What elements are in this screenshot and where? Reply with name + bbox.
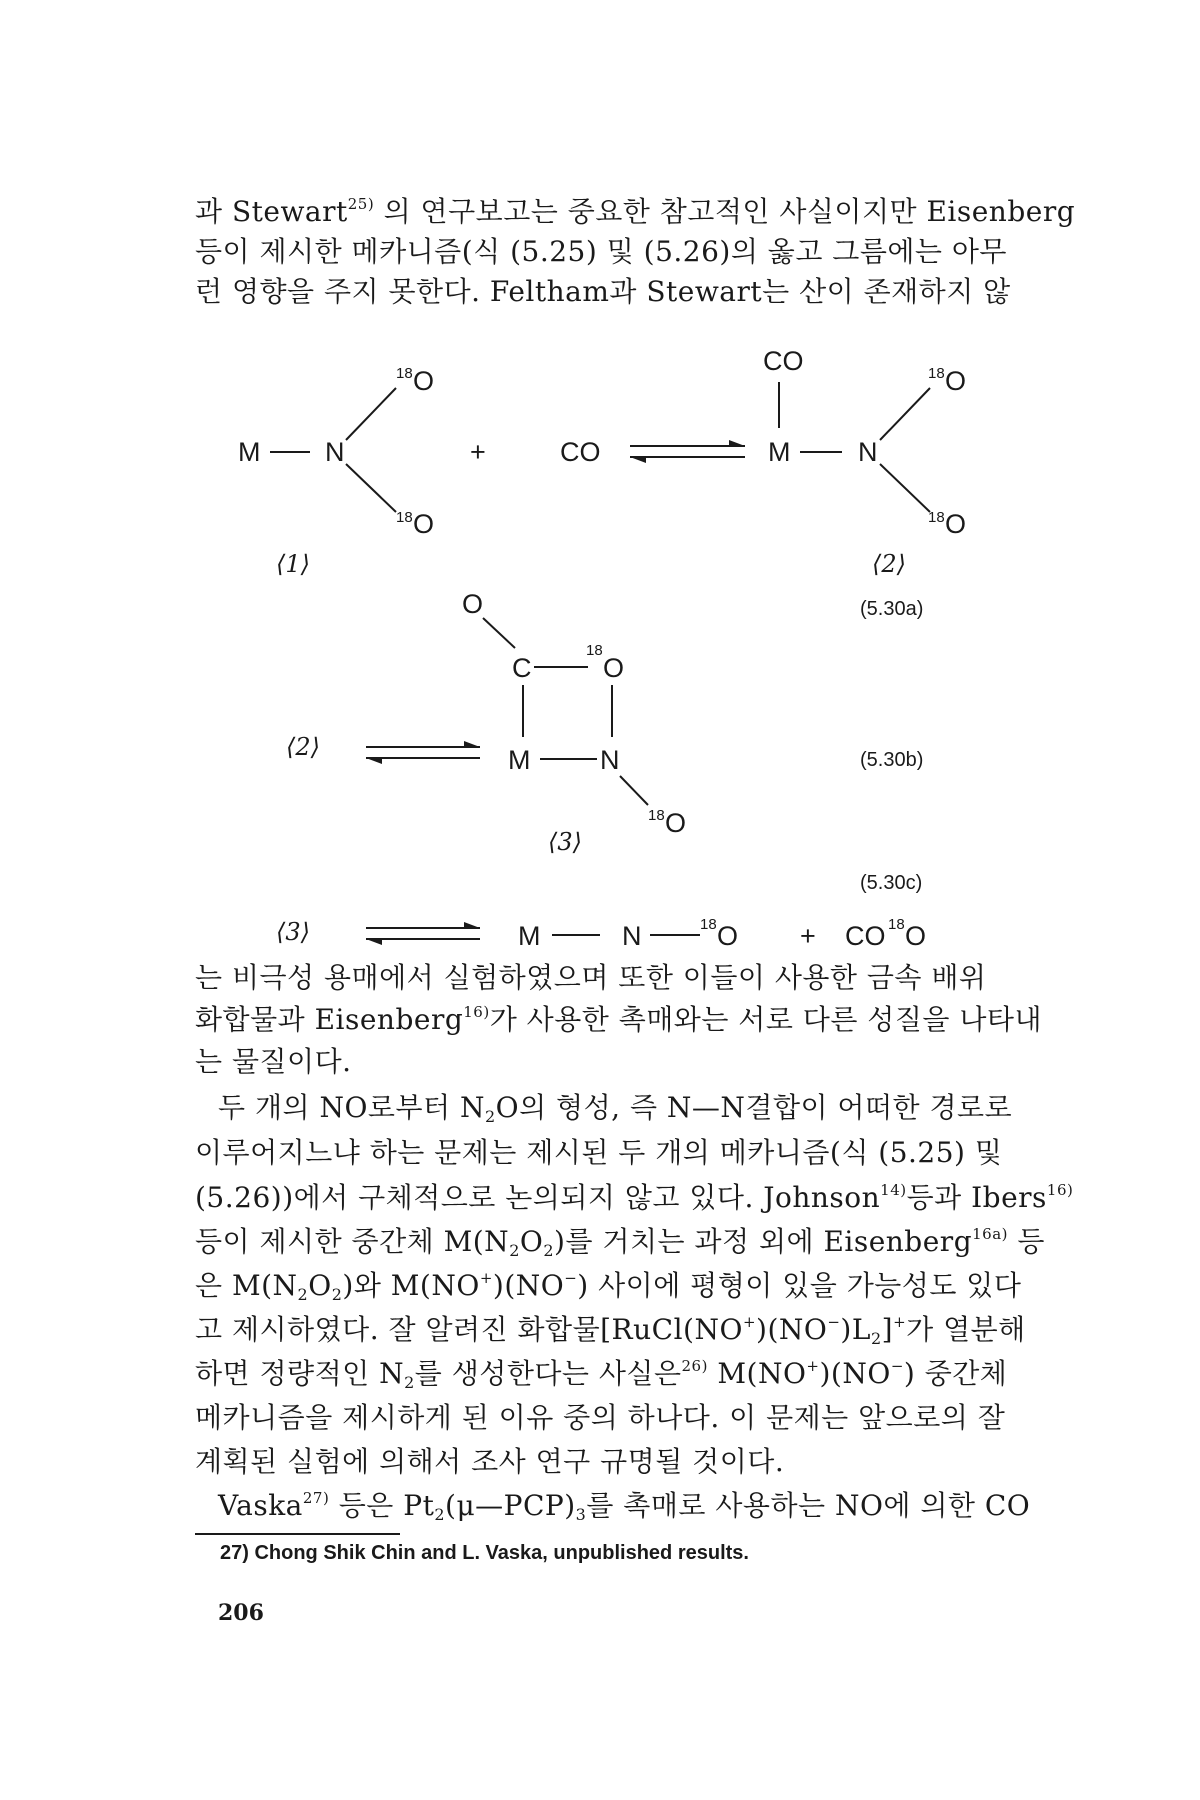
text-line: 이루어지느냐 하는 문제는 제시된 두 개의 메카니즘(식 (5.25) 및 <box>195 1136 1003 1169</box>
atom-N-2: N <box>858 437 878 467</box>
isotope-18: 18 <box>928 509 945 526</box>
text-line: 계획된 실험에 의해서 조사 연구 규명될 것이다. <box>195 1445 785 1478</box>
compound-label-2-left: ⟨2⟩ <box>286 733 320 761</box>
atom-C-ring: C <box>512 653 532 683</box>
isotope-18: 18 <box>396 509 413 526</box>
equation-number-5-30b: (5.30b) <box>860 749 924 771</box>
text-line: 과 Stewart$^{25)}$ 의 연구보고는 중요한 참고적인 사실이지만 Eisenberg <box>195 195 1076 228</box>
text-line: 두 개의 NO로부터 $N_2O$의 형성, 즉 N—N결합이 어떠한 경로로 <box>218 1091 1013 1126</box>
text-line: 화합물과 Eisenberg$^{16)}$가 사용한 촉매와는 서로 다른 성질을 나타내 <box>195 1003 1042 1036</box>
reaction-scheme <box>0 330 1200 910</box>
text-line: (5.26))에서 구체적으로 논의되지 않고 있다. Johnson$^{14)}$등과 Ibers$^{16)}$ <box>195 1181 1074 1214</box>
compound-label-2: ⟨2⟩ <box>872 550 906 578</box>
text-line: 런 영향을 주지 못한다. Feltham과 Stewart는 산이 존재하지 않 <box>195 275 1011 308</box>
isotope-18: 18 <box>648 807 665 824</box>
atom-O-lower-1: O <box>413 509 435 539</box>
equilibrium-arrow-3 <box>366 922 480 945</box>
isotope-18: 18 <box>700 916 717 933</box>
equation-number-5-30a: (5.30a) <box>860 598 924 620</box>
atom-O-upper-1: O <box>413 366 435 396</box>
compound-label-3: ⟨3⟩ <box>548 828 582 856</box>
atom-O-exo-N: O <box>665 808 687 838</box>
atom-M-ring: M <box>508 745 531 775</box>
text-line: 는 비극성 용매에서 실험하였으며 또한 이들이 사용한 금속 배위 <box>195 961 987 994</box>
isotope-18: 18 <box>928 365 945 382</box>
atom-O-ring: O <box>603 653 625 683</box>
atom-M-product: M <box>518 921 541 951</box>
bond-N-O-lower-1 <box>346 464 396 512</box>
atom-N-ring: N <box>600 745 620 775</box>
carbon-monoxide: CO <box>560 437 601 467</box>
bond-N-O-upper-2 <box>880 388 930 440</box>
atom-M-2: M <box>768 437 791 467</box>
atom-O-upper-2: O <box>945 366 967 396</box>
page-number: 206 <box>218 1600 264 1626</box>
compound-label-3-left: ⟨3⟩ <box>276 918 310 946</box>
bond-N-O-exo <box>620 776 648 805</box>
footnote: 27) Chong Shik Chin and L. Vaska, unpublished results. <box>220 1542 749 1564</box>
atom-O-exo: O <box>462 589 484 619</box>
isotope-18: 18 <box>396 365 413 382</box>
atom-N-1: N <box>325 437 345 467</box>
atom-N-product: N <box>622 921 642 951</box>
text-line: 등이 제시한 메카니즘(식 (5.25) 및 (5.26)의 옳고 그름에는 아무 <box>195 235 1007 268</box>
text-line: 메카니즘을 제시하게 된 이유 중의 하나다. 이 문제는 앞으로의 잘 <box>195 1401 1006 1434</box>
text-line: 은 $M(N_2O_2)$와 M(NO+)(NO−) 사이에 평형이 있을 가능성도 있다 <box>195 1269 1022 1304</box>
atom-M-1: M <box>238 437 261 467</box>
bond-O-C <box>483 618 515 648</box>
carbon-dioxide-18: CO <box>845 921 886 951</box>
footnote-rule <box>195 1533 400 1535</box>
carbonyl-ligand: CO <box>763 346 804 376</box>
text-line: 는 물질이다. <box>195 1045 352 1078</box>
text-line: 하면 정량적인 $N_2$를 생성한다는 사실은$^{26)}$ M(NO+)(NO−) 중간체 <box>195 1357 1008 1392</box>
isotope-18: 18 <box>586 642 603 659</box>
plus-sign-2: + <box>800 921 816 951</box>
equation-number-5-30c: (5.30c) <box>860 872 923 894</box>
plus-sign: + <box>470 437 486 467</box>
atom-O-product: O <box>717 921 739 951</box>
equilibrium-arrow-2 <box>366 741 480 764</box>
bond-N-O-lower-2 <box>880 464 930 512</box>
atom-O-lower-2: O <box>945 509 967 539</box>
atom-O-co2: O <box>905 921 927 951</box>
text-line: 고 제시하였다. 잘 알려진 화합물$[RuCl(NO^+)(NO^-)L_2]^+$가 열분해 <box>195 1313 1026 1348</box>
equilibrium-arrow-1 <box>630 440 745 463</box>
text-line: Vaska$^{27)}$ 등은 $Pt_2(\mu—PCP)_3$를 촉매로 사용하는 NO에 의한 CO <box>218 1489 1031 1524</box>
text-line: 등이 제시한 중간체 $M(N_2O_2)$를 거치는 과정 외에 Eisenberg$^{16a)}$ 등 <box>195 1225 1045 1260</box>
compound-label-1: ⟨1⟩ <box>276 550 310 578</box>
bond-N-O-upper-1 <box>346 388 396 440</box>
isotope-18: 18 <box>888 916 905 933</box>
